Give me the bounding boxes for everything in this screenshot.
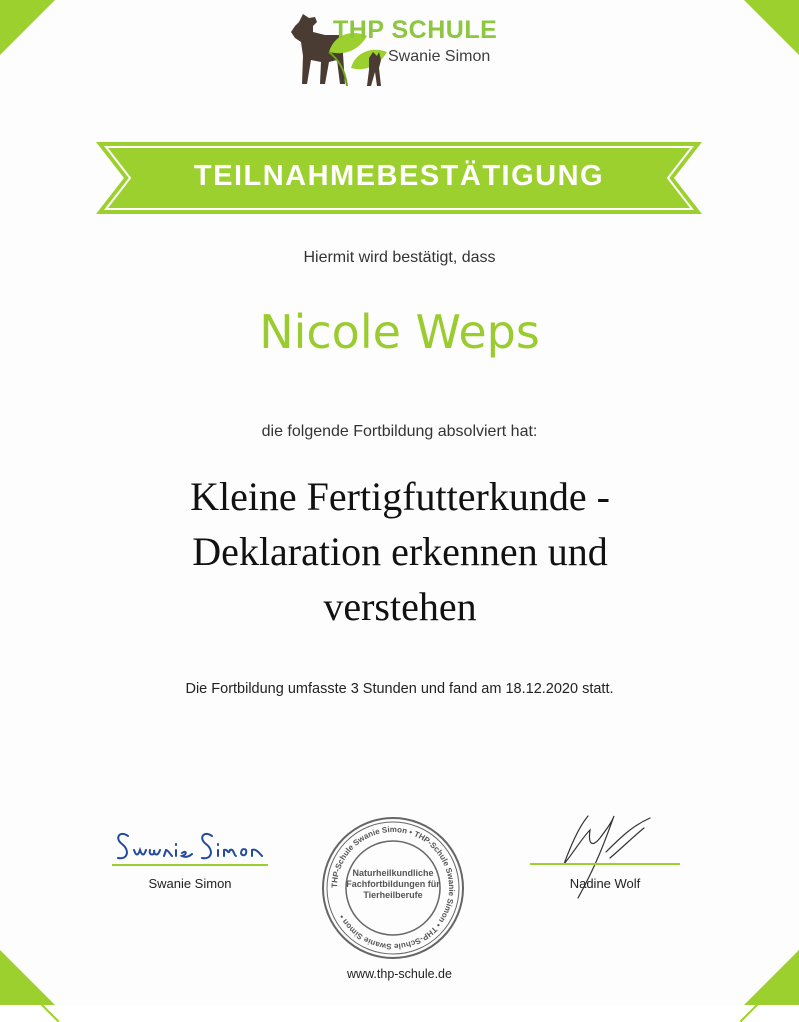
logo-title: THP SCHULE: [333, 16, 498, 44]
corner-decoration-top-left: [0, 0, 55, 55]
confirmation-intro: Hiermit wird bestätigt, dass: [303, 249, 496, 266]
recipient-name: Nicole Weps: [259, 305, 540, 359]
signatory-name-left: Swanie Simon: [148, 876, 232, 891]
course-title: [120, 469, 680, 634]
signature-line-left: [112, 864, 268, 866]
course-duration-date: Die Fortbildung umfasste 3 Stunden und fand am 18.12.2020 statt.: [185, 681, 614, 697]
stamp-inner-text: [344, 868, 442, 901]
course-title-line-2: Deklaration erkennen und: [192, 529, 608, 574]
course-intro: die folgende Fortbildung absolviert hat:: [261, 423, 538, 440]
course-title-line-1: Kleine Fertigfutterkunde -: [190, 474, 610, 519]
signatory-name-right: Nadine Wolf: [569, 876, 641, 891]
certificate-title: TEILNAHMEBESTÄTIGUNG: [193, 160, 605, 192]
stamp-line-2: Fachfortbildungen für: [346, 879, 440, 889]
school-logo: [285, 8, 525, 90]
stamp-line-3: Tierheilberufe: [363, 890, 423, 900]
stamp-line-1: Naturheilkundliche: [352, 868, 434, 878]
handwritten-signature-left: [110, 820, 270, 870]
title-banner: [96, 142, 702, 214]
school-stamp: [320, 815, 466, 961]
course-title-line-3: verstehen: [323, 584, 477, 629]
logo-subtitle: Swanie Simon: [388, 48, 491, 65]
signature-line-right: [530, 863, 680, 865]
svg-text:THP-Schule Swanie Simon • THP-: THP-Schule Swanie Simon • THP-Schule Swanie Simon • THP-Schule Swanie Simon •: [329, 824, 457, 952]
corner-decoration-top-right: [744, 0, 799, 55]
signature-swanie-simon: [110, 820, 270, 870]
website-url: www.thp-schule.de: [347, 967, 452, 981]
